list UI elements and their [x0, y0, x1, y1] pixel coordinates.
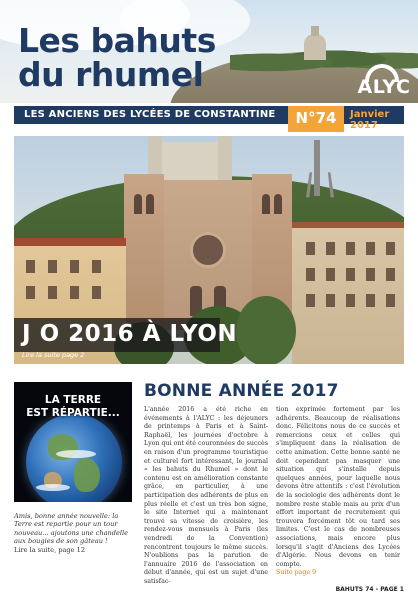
masthead-title-line1: Les bahuts	[18, 21, 216, 60]
logo-text: ALYC	[357, 76, 411, 98]
hero-title-box	[14, 318, 238, 352]
sidebar-caption	[14, 512, 132, 554]
cloud	[36, 484, 70, 491]
cathedral-window	[134, 194, 142, 214]
hero-title: J O 2016 À LYON	[22, 321, 238, 347]
subtitle-text: LES ANCIENS DES LYCÉES DE CONSTANTINE	[24, 109, 276, 120]
earth-text-line2: EST RÉPARTIE...	[26, 407, 120, 419]
tv-tower	[314, 140, 320, 196]
tree	[236, 296, 296, 364]
globe-icon	[26, 414, 122, 502]
subtitle-band	[14, 106, 404, 124]
issue-date: Janvier 2017	[350, 109, 390, 131]
land	[74, 458, 100, 492]
issue-number: N°74	[295, 109, 337, 127]
building-right	[292, 228, 404, 364]
masthead-title-line2: du rhumel	[18, 55, 204, 94]
alyc-logo	[355, 64, 413, 98]
masthead	[0, 0, 418, 103]
rose-window	[190, 232, 226, 268]
article-continue-link[interactable]: Suite page 9	[276, 569, 317, 577]
article-column-1	[144, 406, 268, 586]
article-title: BONNE ANNÉE 2017	[144, 381, 339, 401]
earth-text-line1: LA TERRE	[44, 394, 102, 406]
cathedral-window	[274, 194, 282, 214]
hero-read-more[interactable]: Lire la suite page 2	[22, 351, 85, 359]
article-column-2	[276, 406, 400, 578]
chapel-illustration	[304, 34, 326, 60]
cathedral-window	[262, 194, 270, 214]
hero-photo	[14, 136, 404, 364]
cathedral-window	[146, 194, 154, 214]
earth-image	[14, 382, 132, 502]
caption-poem: Amis, bonne année nouvelle: la Terre est repartie pour un tour nouveau... ajoutons une chandelle aux bougies de son gâteau !	[14, 512, 129, 546]
caption-read-more[interactable]: Lire la suite, page 12	[14, 545, 86, 554]
article-text: L'année 2016 a été riche en événements à l'ALYC : les déjeuners de printemps à Paris et à Saint-Raphaël, les journées d'octobre à Lyon qui ont été couronnées de succès en raison d'un programme touristique et culturel fort intéressant, le journal « les bahuts du Rhumel » dont le contenu est en amélioration constante grâce, en particulier, à une participation des adhérents de plus en plus réelle et c'est un très bon signe, le site Internet qui a maintenant trouvé sa vitesse de croisière, les rendez-vous mensuels à Paris (les vendredi de la Convention) rencontrent toujours le même succès. N'oublions pas la parution de l'annuaire 2016 de l'association en début d'année, qui est un sujet d'une satisfac-	[144, 406, 268, 585]
page-footer: BAHUTS 74 - PAGE 1	[335, 586, 404, 593]
cathedral-tower-left	[124, 174, 164, 330]
article-text: tion exprimée fortement par les adhérents. Beaucoup de réalisations donc. Félicitons nous de ce succès et remercions ceux et celles qui s'impliquent dans la réalisation de cette animation. Cette bonne santé ne doit cependant pas masquer une situation qui s'installe depuis quelques années, pour laquelle nous devons être attentifs : c'est l'évolution de la sociologie des adhérents dont le nombre reste stable mais au prix d'un effort important de recrutement qui trouvera forcément tôt ou tard ses limites. C'est le cas de nombreuses associations, mais encore plus lorsqu'il s'agit d'Anciens des Lycées d'Algérie. Nous devons en tenir compte.	[276, 406, 400, 568]
issue-badge	[288, 106, 344, 132]
cloud	[56, 450, 96, 458]
